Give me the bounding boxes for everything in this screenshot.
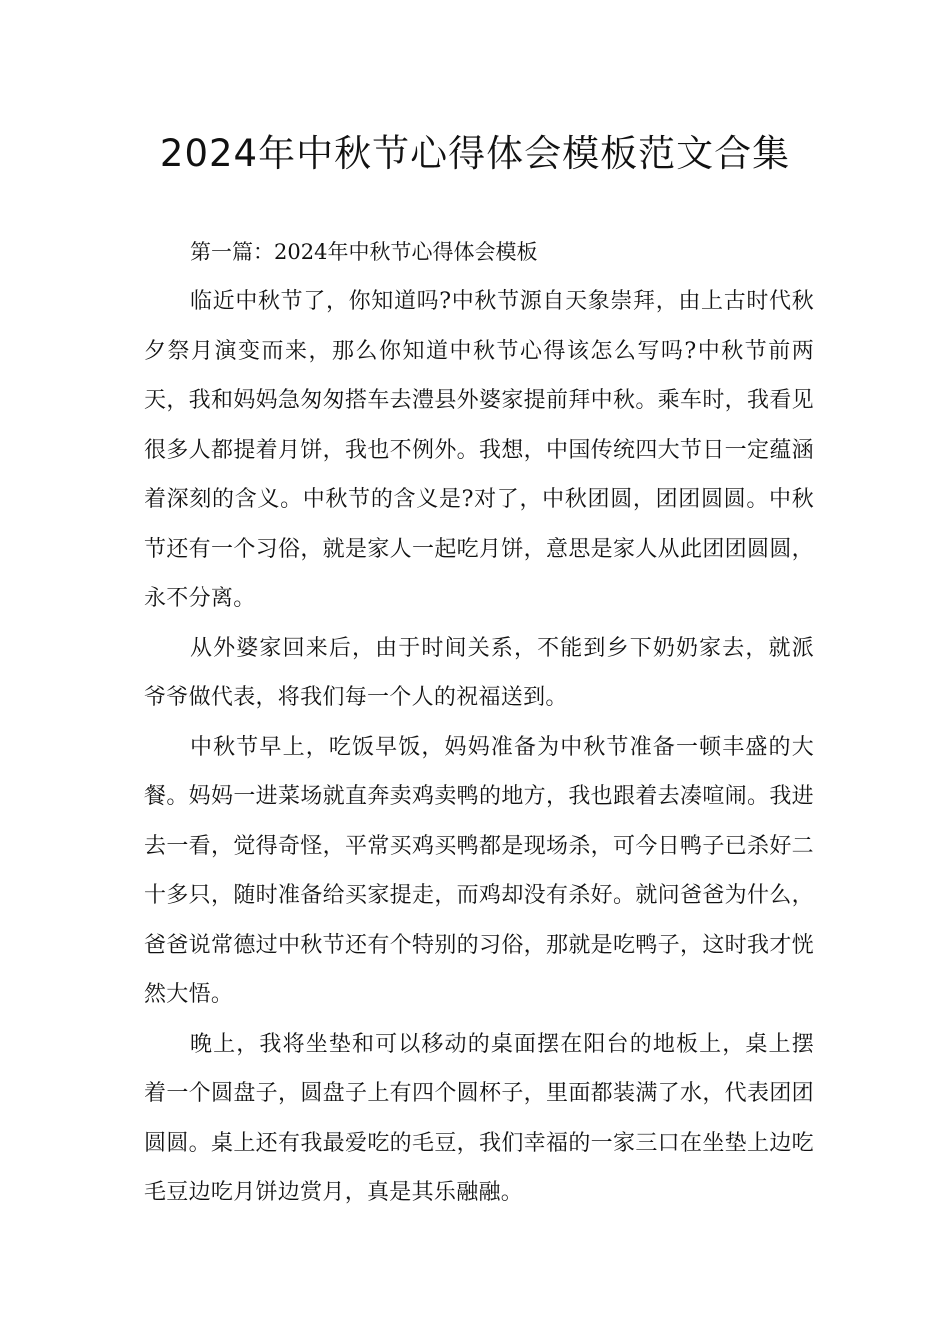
paragraph: 中秋节早上，吃饭早饭，妈妈准备为中秋节准备一顿丰盛的大餐。妈妈一进菜场就直奔卖鸡卖鸭的地方，我也跟着去凑喧闹。我进去一看，觉得奇怪，平常买鸡买鸭都是现场杀，可今日鸭子已杀好二十多只，随时准备给买家提走，而鸡却没有杀好。就问爸爸为什么，爸爸说常德过中秋节还有个特别的习俗，那就是吃鸭子，这时我才恍然大悟。 (144, 734, 814, 1007)
document-body (144, 229, 814, 1218)
paragraph: 从外婆家回来后，由于时间关系，不能到乡下奶奶家去，就派爷爷做代表，将我们每一个人的祝福送到。 (144, 635, 814, 710)
paragraph: 晚上，我将坐垫和可以移动的桌面摆在阳台的地板上，桌上摆着一个圆盘子，圆盘子上有四个圆杯子，里面都装满了水，代表团团圆圆。桌上还有我最爱吃的毛豆，我们幸福的一家三口在坐垫上边吃毛豆边吃月饼边赏月，真是其乐融融。 (144, 1031, 814, 1205)
section-heading: 第一篇：2024年中秋节心得体会模板 (190, 240, 538, 264)
document-title: 2024年中秋节心得体会模板范文合集 (159, 132, 791, 175)
paragraph: 临近中秋节了，你知道吗?中秋节源自天象崇拜，由上古时代秋夕祭月演变而来，那么你知道中秋节心得该怎么写吗?中秋节前两天，我和妈妈急匆匆搭车去澧县外婆家提前拜中秋。乘车时，我看见很多人都提着月饼，我也不例外。我想，中国传统四大节日一定蕴涵着深刻的含义。中秋节的含义是?对了，中秋团圆，团团圆圆。中秋节还有一个习俗，就是家人一起吃月饼，意思是家人从此团团圆圆，永不分离。 (144, 289, 814, 611)
